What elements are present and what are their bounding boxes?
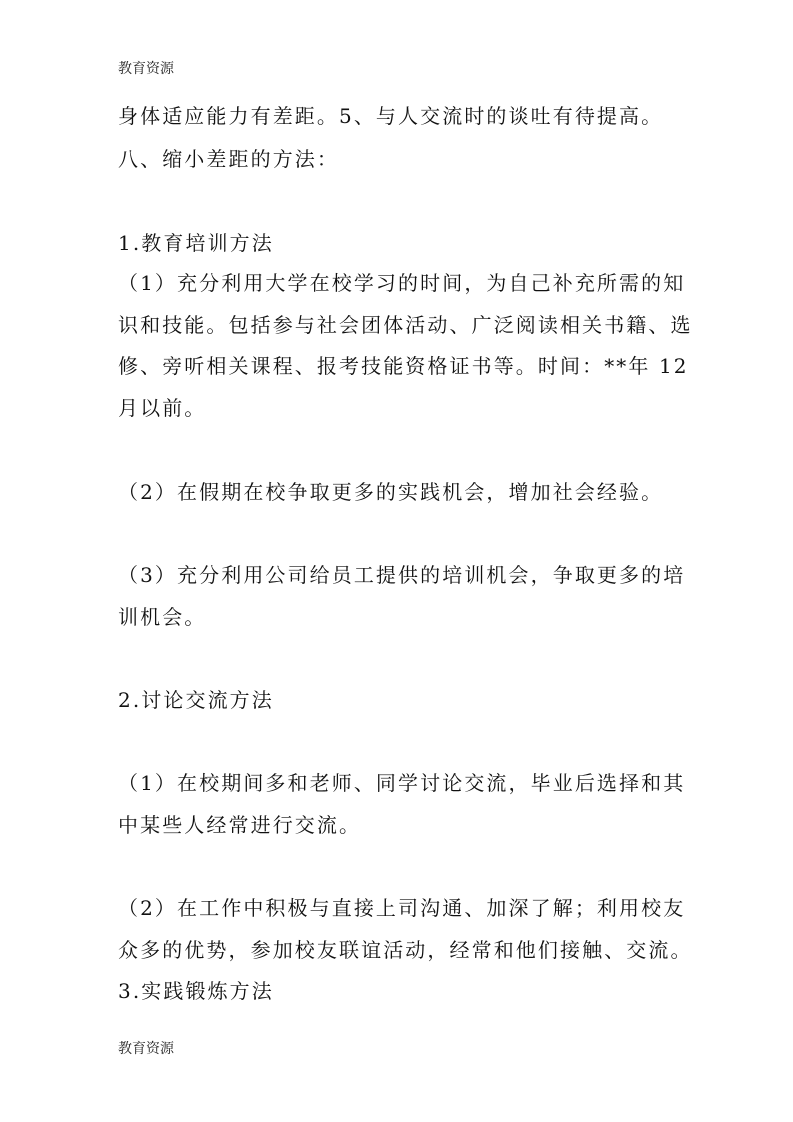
subsection-heading-1: 1.教育培训方法: [118, 231, 274, 255]
body-line-2: （1）充分利用大学在校学习的时间，为自己补充所需的知: [118, 271, 686, 295]
body-line-5: 月以前。: [118, 396, 207, 420]
body-line-4: 修、旁听相关课程、报考技能资格证书等。时间：**年 12: [118, 354, 689, 378]
page-header: 教育资源: [118, 61, 174, 77]
body-line-10: 中某些人经常进行交流。: [118, 813, 362, 837]
body-line-7: （3）充分利用公司给员工提供的培训机会，争取更多的培: [118, 563, 686, 587]
subsection-heading-3: 3.实践锻炼方法: [118, 979, 274, 1003]
body-line-3: 识和技能。包括参与社会团体活动、广泛阅读相关书籍、选: [118, 313, 693, 337]
section-heading-8: 八、缩小差距的方法：: [118, 147, 339, 171]
body-line-12: 众多的优势，参加校友联谊活动，经常和他们接触、交流。: [118, 938, 693, 962]
body-line-6: （2）在假期在校争取更多的实践机会，增加社会经验。: [118, 480, 664, 504]
page-footer: 教育资源: [118, 1041, 174, 1057]
subsection-heading-2: 2.讨论交流方法: [118, 688, 274, 712]
body-line-9: （1）在校期间多和老师、同学讨论交流，毕业后选择和其: [118, 771, 686, 795]
body-line-8: 训机会。: [118, 605, 207, 629]
body-line-1: 身体适应能力有差距。5、与人交流时的谈吐有待提高。: [118, 104, 664, 128]
body-line-11: （2）在工作中积极与直接上司沟通、加深了解；利用校友: [118, 896, 686, 920]
